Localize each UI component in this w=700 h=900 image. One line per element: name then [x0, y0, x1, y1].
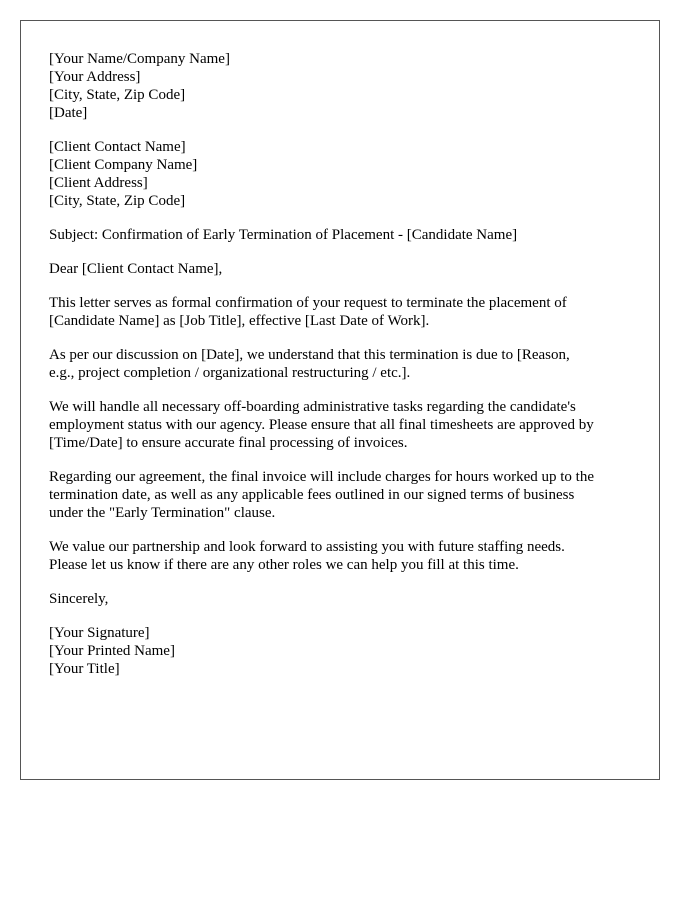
body-paragraph-5 [49, 538, 639, 574]
subject-line [49, 226, 639, 244]
paragraph-line: termination date, as well as any applicable fees outlined in our signed terms of business [49, 487, 575, 503]
sender-block [49, 50, 639, 122]
paragraph-line: We value our partnership and look forward to assisting you with future staffing needs. [49, 539, 565, 555]
paragraph-line: Regarding our agreement, the final invoice will include charges for hours worked up to the [49, 469, 594, 485]
body-paragraph-2 [49, 346, 639, 382]
recipient-contact-name: [Client Contact Name] [49, 139, 186, 155]
paragraph-line: As per our discussion on [Date], we understand that this termination is due to [Reason, [49, 347, 570, 363]
paragraph-line: Please let us know if there are any other roles we can help you fill at this time. [49, 557, 519, 573]
body-paragraph-1 [49, 294, 639, 330]
printed-name: [Your Printed Name] [49, 643, 175, 659]
paragraph-line: We will handle all necessary off-boarding administrative tasks regarding the candidate's [49, 399, 576, 415]
paragraph-line: employment status with our agency. Please ensure that all final timesheets are approved by [49, 417, 594, 433]
paragraph-line: e.g., project completion / organizational restructuring / etc.]. [49, 365, 411, 381]
subject-text: Subject: Confirmation of Early Termination of Placement - [Candidate Name] [49, 227, 518, 243]
salutation-text: Dear [Client Contact Name], [49, 261, 223, 277]
body-paragraph-4 [49, 468, 639, 522]
sender-city-state-zip: [City, State, Zip Code] [49, 87, 186, 103]
signature-block [49, 624, 639, 678]
recipient-address: [Client Address] [49, 175, 148, 191]
signature-placeholder: [Your Signature] [49, 625, 150, 641]
paragraph-line: under the "Early Termination" clause. [49, 505, 276, 521]
sender-address: [Your Address] [49, 69, 141, 85]
salutation [49, 260, 639, 278]
recipient-company-name: [Client Company Name] [49, 157, 198, 173]
closing-text: Sincerely, [49, 591, 109, 607]
paragraph-line: [Candidate Name] as [Job Title], effective [Last Date of Work]. [49, 313, 430, 329]
sender-name: [Your Name/Company Name] [49, 51, 230, 67]
recipient-city-state-zip: [City, State, Zip Code] [49, 193, 186, 209]
closing [49, 590, 639, 608]
letter-body [49, 50, 639, 678]
paragraph-line: This letter serves as formal confirmation of your request to terminate the placement of [49, 295, 567, 311]
body-paragraph-3 [49, 398, 639, 452]
paragraph-line: [Time/Date] to ensure accurate final processing of invoices. [49, 435, 408, 451]
signer-title: [Your Title] [49, 661, 120, 677]
letter-date: [Date] [49, 105, 88, 121]
recipient-block [49, 138, 639, 210]
letter-frame [20, 20, 660, 780]
